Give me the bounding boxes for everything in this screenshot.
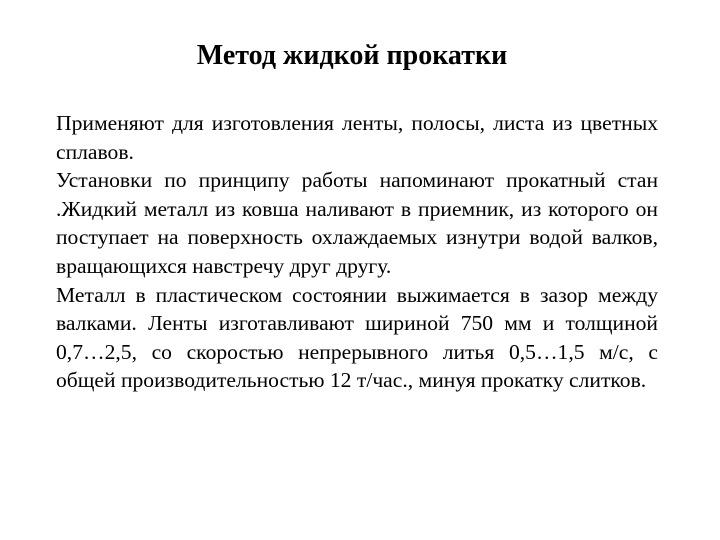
paragraph-application: Применяют для изготовления ленты, полосы, листа из цветных сплавов.	[56, 111, 658, 164]
paragraph-installation: Установки по принципу работы напоминают прокатный стан .Жидкий металл из ковша наливают в приемник, из которого он поступает на поверхность охлаждаемых изнутри водой валков, вращающихся навстречу друг другу.	[56, 168, 658, 278]
slide-title: Метод жидкой прокатки	[196, 40, 508, 71]
slide-body	[56, 109, 658, 395]
paragraph-metal-process: Металл в пластическом состоянии выжимается в зазор между валками. Ленты изготавливают шириной 750 мм и толщиной 0,7…2,5, со скоростью непрерывного литья 0,5…1,5 м/с, с общей производительностью 12 т/час., минуя прокатку слитков.	[56, 282, 658, 393]
